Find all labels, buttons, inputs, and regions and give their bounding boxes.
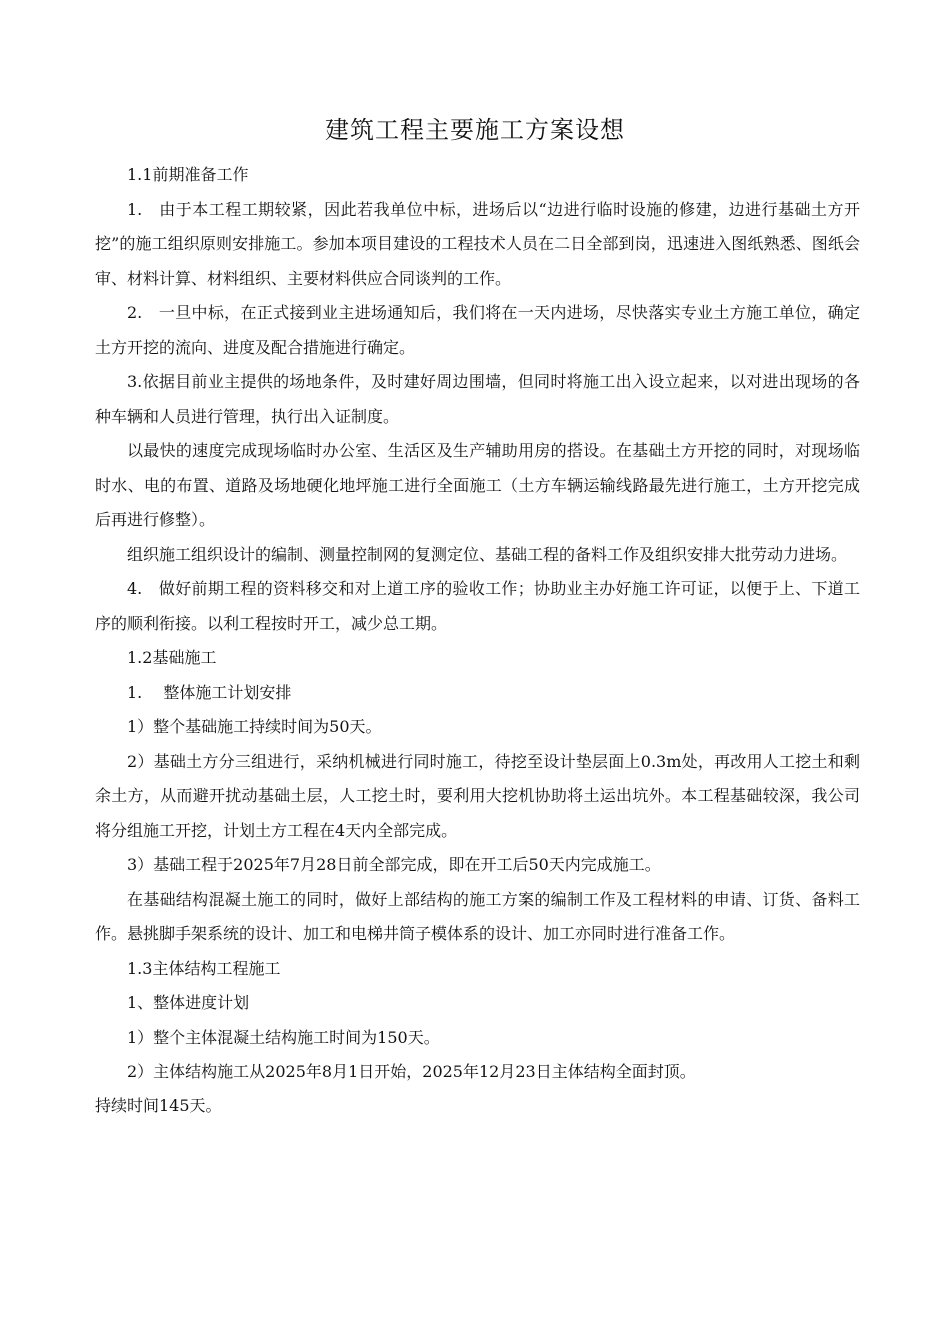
paragraph-prep-1: 1. 由于本工程工期较紧，因此若我单位中标，进场后以“边进行临时设施的修建，边进行基础土方开挖”的施工组织原则安排施工。参加本项目建设的工程技术人员在二日全部到岗，迅速进入图纸熟悉、图纸会审、材料计算、材料组织、主要材料供应合同谈判的工作。 xyxy=(95,199,860,288)
paragraph-overall-plan: 1. 整体施工计划安排 xyxy=(127,682,292,702)
document-title: 建筑工程主要施工方案设想 xyxy=(325,116,625,144)
paragraph-prep-3: 3.依据目前业主提供的场地条件，及时建好周边围墙，但同时将施工出入设立起来，以对进出现场的各种车辆和人员进行管理，执行出入证制度。 xyxy=(95,372,860,426)
paragraph-duration-tail: 持续时间145天。 xyxy=(95,1095,222,1115)
section-heading-1-3: 1.3主体结构工程施工 xyxy=(127,958,281,978)
paragraph-earthwork: 2）基础土方分三组进行，采纳机械进行同时施工，待挖至设计垫层面上0.3m处，再改用人工挖土和剩余土方，从而避开扰动基础土层，人工挖土时，要利用大挖机协助将土运出坑外。本工程基础较深，我公司将分组施工开挖，计划土方工程在4天内全部完成。 xyxy=(95,751,860,840)
paragraph-organization: 组织施工组织设计的编制、测量控制网的复测定位、基础工程的备料工作及组织安排大批劳动力进场。 xyxy=(127,544,848,564)
document-body xyxy=(95,158,860,1123)
section-heading-1-1: 1.1前期准备工作 xyxy=(127,165,249,184)
section-heading-1-2: 1.2基础施工 xyxy=(127,648,217,667)
paragraph-temp-facilities: 以最快的速度完成现场临时办公室、生活区及生产辅助用房的搭设。在基础土方开挖的同时，对现场临时水、电的布置、道路及场地硬化地坪施工进行全面施工（土方车辆运输线路最先进行施工，土方开挖完成后再进行修整）。 xyxy=(95,441,860,529)
paragraph-foundation-completion: 3）基础工程于2025年7月28日前全部完成，即在开工后50天内完成施工。 xyxy=(127,855,661,874)
paragraph-foundation-duration: 1）整个基础施工持续时间为50天。 xyxy=(127,717,382,736)
paragraph-prep-4: 4. 做好前期工程的资料移交和对上道工序的验收工作；协助业主办好施工许可证，以便于上、下道工序的顺利衔接。以利工程按时开工，减少总工期。 xyxy=(95,579,860,633)
paragraph-schedule-heading: 1、整体进度计划 xyxy=(127,993,250,1012)
paragraph-superstructure-prep: 在基础结构混凝土施工的同时，做好上部结构的施工方案的编制工作及工程材料的申请、订货、备料工作。悬挑脚手架系统的设计、加工和电梯井筒子模体系的设计、加工亦同时进行准备工作。 xyxy=(95,889,860,943)
paragraph-main-structure-dates: 2）主体结构施工从2025年8月1日开始，2025年12月23日主体结构全面封顶。 xyxy=(127,1062,696,1081)
paragraph-main-structure-duration: 1）整个主体混凝土结构施工时间为150天。 xyxy=(127,1027,440,1047)
paragraph-prep-2: 2. 一旦中标，在正式接到业主进场通知后，我们将在一天内进场，尽快落实专业土方施工单位，确定土方开挖的流向、进度及配合措施进行确定。 xyxy=(95,303,860,357)
